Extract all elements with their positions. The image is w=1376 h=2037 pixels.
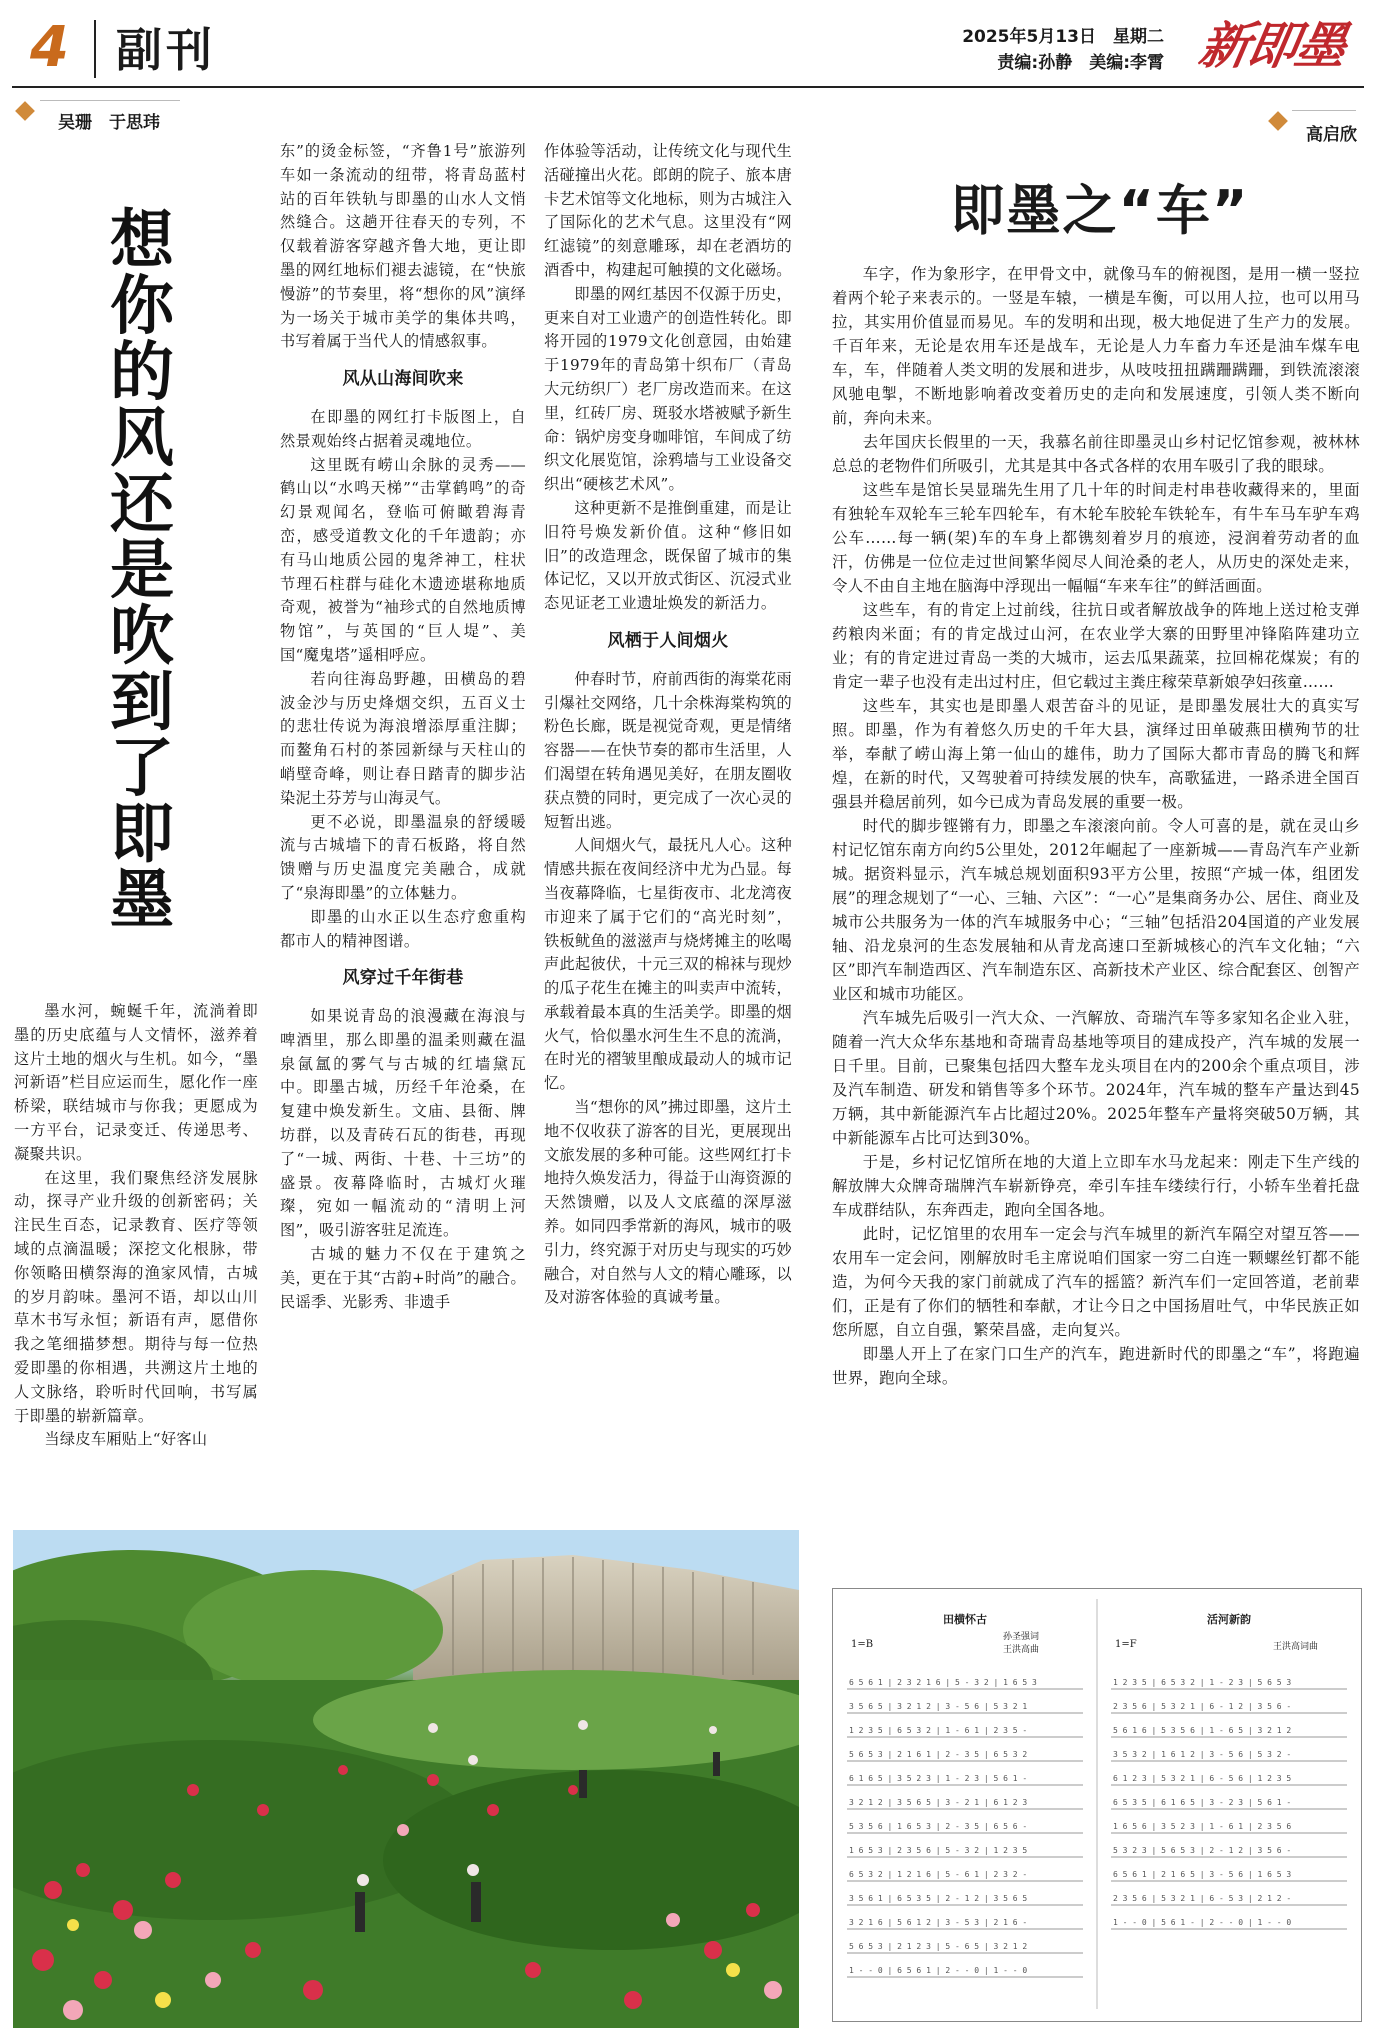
article-paragraph: 即墨的网红基因不仅源于历史，更来自对工业遗产的创造性转化。即将开园的1979文化创意园，由始建于1979年的青岛第十织布厂（青岛大元纺织厂）老厂房改造而来。在这里，红砖厂房、斑驳水塔被赋予新生命：锅炉房变身咖啡馆，车间成了纺织文化展览馆，涂鸦墙与工业设备交织出“硬核艺术风”。 [544,284,792,494]
svg-text:6 5 6 1 | 2 3 2 1 6 | 5 - 3 2: 6 5 6 1 | 2 3 2 1 6 | 5 - 3 2 | 1 6 5 3 [849,1678,1037,1687]
article-paragraph: 汽车城先后吸引一汽大众、一汽解放、奇瑞汽车等多家知名企业入驻，随着一汽大众华东基地和奇瑞青岛基地等项目的建成投产，汽车城的发展一日千里。目前，已聚集包括四大整车龙头项目在内的200余个重点项目，涉及汽车制造、研发和销售等多个环节。2024年，汽车城的整车产量达到45万辆，其中新能源汽车占比超过20%。2025年整车产量将突破50万辆，其中新能源车占比可达到30%。 [832,1009,1360,1147]
section-subheading: 风栖于人间烟火 [607,630,729,651]
article-paragraph: 当“想你的风”拂过即墨，这片土地不仅收获了游客的目光，更展现出文旅发展的多种可能。这些网红打卡地持久焕发活力，得益于山海资源的天然馈赠，以及人文底蕴的深厚滋养。如同四季常新的海风，城市的吸引力，终究源于对历史与现实的巧妙融合，对自然与人文的精心雕琢，以及对游客体验的真诚考量。 [544,1098,792,1307]
article-paragraph: 仲春时节，府前西街的海棠花雨引爆社交网络，几十余株海棠构筑的粉色长廊，既是视觉奇观，更是情绪容器——在快节奏的都市生活里，人们渴望在转角遇见美好，在朋友圈收获点赞的同时，更完成了一次心灵的短暂出逃。 [544,669,792,831]
svg-text:2 3 5 6 | 5 3 2 1 | 6 - 5 3 |: 2 3 5 6 | 5 3 2 1 | 6 - 5 3 | 2 1 2 - [1113,1894,1292,1903]
svg-text:3 2 1 6 | 5 6 1 2 | 3 - 5 3 |: 3 2 1 6 | 5 6 1 2 | 3 - 5 3 | 2 1 6 - [849,1918,1028,1927]
header-info [962,24,1164,76]
left-article-column-3 [544,140,792,1310]
section-subheading: 风穿过千年街巷 [342,968,464,989]
svg-text:1 2 3 5 | 6 5 3 2 | 1 - 2 3 |: 1 2 3 5 | 6 5 3 2 | 1 - 2 3 | 5 6 5 3 [1113,1678,1292,1687]
article-paragraph: 车字，作为象形字，在甲骨文中，就像马车的俯视图，是用一横一竖拉着两个轮子来表示的。一竖是车辕，一横是车衡，可以用人拉，也可以用马拉，其实用价值显而易见。车的发明和出现，极大地促进了生产力的发展。千百年来，无论是农用车还是战车，无论是人力车畜力车还是油车煤车电车，车，伴随着人类文明的发展和进步，从吱吱扭扭蹒跚蹒跚，到铁流滚滚风驰电掣，不断地影响着改变着历史的走向和发展速度，引领人类不断向前，奔向未来。 [832,265,1360,427]
article-paragraph: 当绿皮车厢贴上“好客山 [44,1430,208,1449]
article-paragraph: 在即墨的网红打卡版图上，自然景观始终占据着灵魂地位。 [280,407,526,450]
svg-text:1 2 3 5 | 6 5 3 2 | 1 - 6 1 |: 1 2 3 5 | 6 5 3 2 | 1 - 6 1 | 2 3 5 - [849,1726,1028,1735]
svg-text:5 6 5 3 | 2 1 2 3 | 5 - 6 5 |: 5 6 5 3 | 2 1 2 3 | 5 - 6 5 | 3 2 1 2 [849,1942,1028,1951]
svg-text:6 1 6 5 | 3 5 2 3 | 1 - 2 3 |: 6 1 6 5 | 3 5 2 3 | 1 - 2 3 | 5 6 1 - [849,1774,1028,1783]
article-paragraph: 作体验等活动，让传统文化与现代生活碰撞出火花。郎朗的院子、旅本唐卡艺术馆等文化地标，则为古城注入了国际化的艺术气息。这里没有“网红滤镜”的刻意雕琢，却在老酒坊的酒香中，构建起可触摸的文化磁场。 [544,142,792,279]
left-article-title: 想你的风还是吹到了即墨 [110,204,174,938]
article-paragraph: 时代的脚步铿锵有力，即墨之车滚滚向前。令人可喜的是，就在灵山乡村记忆馆东南方向约5公里处，2012年崛起了一座新城——青岛汽车产业新城。据资料显示，汽车城总规划面积93平方公里，按照“产城一体，组团发展”的理念规划了“一心、三轴、六区”：“一心”是集商务办公、居住、商业及城市公共服务为一体的汽车城服务中心；“三轴”包括沿204国道的产业发展轴、沿龙泉河的生态发展轴和从青龙高速口至新城核心的汽车文化轴；“六区”即汽车制造西区、汽车制造东区、高新技术产业区、综合配套区、创智产业区和城市功能区。 [832,817,1360,1003]
right-article-body [832,262,1360,1390]
left-article-authors: 吴珊 于思玮 [58,113,160,133]
issue-date: 2025年5月13日 星期二 [962,27,1164,47]
score-right-key: 1=F [1115,1639,1137,1650]
svg-text:1 - - 0 | 6 5 6 1 | 2 - - 0 |: 1 - - 0 | 6 5 6 1 | 2 - - 0 | 1 - - 0 [849,1966,1028,1975]
article-paragraph: 这些车，其实也是即墨人艰苦奋斗的见证，是即墨发展壮大的真实写照。即墨，作为有着悠久历史的千年大县，演绎过田单破燕田横殉节的壮举，奉献了崂山海上第一仙山的雄伟，助力了国际大都市青岛的腾飞和辉煌，在新的时代，又驾驶着可持续发展的快车，高歌猛进，一路杀进全国百强县并稳居前列，如今已成为青岛发展的重要一极。 [832,697,1360,811]
svg-text:1 6 5 3 | 2 3 5 6 | 5 - 3 2 |: 1 6 5 3 | 2 3 5 6 | 5 - 3 2 | 1 2 3 5 [849,1846,1028,1855]
article-paragraph: 这些车，有的肯定上过前线，往抗日或者解放战争的阵地上送过枪支弹药粮肉米面；有的肯定战过山河，在农业学大寨的田野里冲锋陷阵建功立业；有的肯定进过青岛一类的大城市，运去瓜果蔬菜，拉回棉花煤炭；有的肯定一辈子也没有走出过村庄，但它载过主粪庄稼荣草新娘孕妇孩童…… [832,601,1360,691]
left-article-column-1 [14,1000,258,1452]
score-left-title: 田横怀古 [943,1613,987,1626]
svg-text:6 5 3 2 | 1 2 1 6 | 5 - 6 1 |: 6 5 3 2 | 1 2 1 6 | 5 - 6 1 | 2 3 2 - [849,1870,1028,1879]
article-paragraph: 在这里，我们聚焦经济发展脉动，探寻产业升级的创新密码；关注民生百态，记录教育、医疗等领域的点滴温暖；深挖文化根脉，带你领略田横祭海的渔家风情，古城的岁月韵味。墨河不语，却以山川草木书写永恒；新语有声，愿借你我之笔细描梦想。期待与每一位热爱即墨的你相遇，共溯这片土地的人文脉络，聆听时代回响，书写属于即墨的崭新篇章。 [14,1168,258,1425]
svg-text:5 6 5 3 | 2 1 6 1 | 2 - 3 5 |: 5 6 5 3 | 2 1 6 1 | 2 - 3 5 | 6 5 3 2 [849,1750,1028,1759]
editor-credits: 责编:孙静 美编:李霄 [997,53,1164,73]
article-paragraph: 于是，乡村记忆馆所在地的大道上立即车水马龙起来：刚走下生产线的解放牌大众牌奇瑞牌汽车崭新铮亮，牵引车挂车缕续行行，小轿车坐着托盘车成群结队，东奔西走，跑向全国各地。 [832,1153,1360,1219]
score-left-key: 1=B [851,1639,874,1650]
page-header [12,8,1364,88]
svg-text:1 6 5 6 | 3 5 2 3 | 1 - 6 1 |: 1 6 5 6 | 3 5 2 3 | 1 - 6 1 | 2 3 5 6 [1113,1822,1292,1831]
page-number: 4 [30,15,69,80]
author-rule [40,100,180,101]
music-score-panel [832,1588,1362,2022]
article-paragraph: 更不必说，即墨温泉的舒缓暖流与古城墙下的青石板路，将自然馈赠与历史温度完美融合，成就了“泉海即墨”的立体魅力。 [280,812,526,902]
article-paragraph: 古城的魅力不仅在于建筑之美，更在于其“古韵+时尚”的融合。民谣季、光影秀、非遗手 [280,1245,526,1311]
author-rule [1292,110,1356,111]
svg-text:3 5 3 2 | 1 6 1 2 | 3 - 5 6 |: 3 5 3 2 | 1 6 1 2 | 3 - 5 6 | 5 3 2 - [1113,1750,1292,1759]
svg-text:2 3 5 6 | 5 3 2 1 | 6 - 1 2 |: 2 3 5 6 | 5 3 2 1 | 6 - 1 2 | 3 5 6 - [1113,1702,1292,1711]
svg-text:6 1 2 3 | 5 3 2 1 | 6 - 5 6 |: 6 1 2 3 | 5 3 2 1 | 6 - 5 6 | 1 2 3 5 [1113,1774,1292,1783]
article-paragraph: 东”的烫金标签，“齐鲁1号”旅游列车如一条流动的纽带，将青岛蓝村站的百年铁轨与即墨的山水人文悄然缝合。这趟开往春天的专列，不仅载着游客穿越齐鲁大地，更让即墨的网红地标们褪去滤镜，在“快旅慢游”的节奏里，将“想你的风”演绎为一场关于城市美学的集体共鸣，书写着属于当代人的情感叙事。 [280,142,526,351]
newspaper-logo: 新即墨 [1194,16,1350,75]
article-paragraph: 去年国庆长假里的一天，我慕名前往即墨灵山乡村记忆馆参观，被林林总总的老物件们所吸引，尤其是其中各式各样的农用车吸引了我的眼球。 [832,433,1360,475]
article-paragraph: 这种更新不是推倒重建，而是让旧符号焕发新价值。这种“修旧如旧”的改造理念，既保留了城市的集体记忆，又以开放式街区、沉浸式业态见证老工业遗址焕发的新活力。 [544,498,792,613]
left-article-column-2 [280,140,526,1314]
author-diamond-icon [15,101,35,121]
right-article-author: 高启欣 [1306,125,1357,145]
svg-text:5 3 5 6 | 1 6 5 3 | 2 - 3 5 |: 5 3 5 6 | 1 6 5 3 | 2 - 3 5 | 6 5 6 - [849,1822,1028,1831]
svg-text:3 2 1 2 | 3 5 6 5 | 3 - 2 1 |: 3 2 1 2 | 3 5 6 5 | 3 - 2 1 | 6 1 2 3 [849,1798,1028,1807]
article-paragraph: 即墨的山水正以生态疗愈重构都市人的精神图谱。 [280,907,526,950]
svg-text:3 5 6 1 | 6 5 3 5 | 2 - 1 2 |: 3 5 6 1 | 6 5 3 5 | 2 - 1 2 | 3 5 6 5 [849,1894,1028,1903]
article-paragraph: 墨水河，蜿蜒千年，流淌着即墨的历史底蕴与人文情怀，滋养着这片土地的烟火与生机。如今，“墨河新语”栏目应运而生，愿化作一座桥梁，联结城市与你我；更愿成为一方平台，记录变迁、传递思考、凝聚共识。 [14,1002,258,1163]
svg-text:6 5 6 1 | 2 1 6 5 | 3 - 5 6 |: 6 5 6 1 | 2 1 6 5 | 3 - 5 6 | 1 6 5 3 [1113,1870,1292,1879]
svg-text:5 6 1 6 | 5 3 5 6 | 1 - 6 5 |: 5 6 1 6 | 5 3 5 6 | 1 - 6 5 | 3 2 1 2 [1113,1726,1292,1735]
header-divider [94,20,96,78]
author-diamond-icon [1268,111,1288,131]
svg-text:6 5 3 5 | 6 1 6 5 | 3 - 2 3 |: 6 5 3 5 | 6 1 6 5 | 3 - 2 3 | 5 6 1 - [1113,1798,1292,1807]
article-paragraph: 此时，记忆馆里的农用车一定会与汽车城里的新汽车隔空对望互答——农用车一定会问，刚解放时毛主席说咱们国家一穷二白连一颗螺丝钉都不能造，为何今天我的家门前就成了汽车的摇篮？新汽车们一定回答道，老前辈们，正是有了你们的牺牲和奉献，才让今日之中国扬眉吐气，中华民族正如您所愿，自立自强，繁荣昌盛，走向复兴。 [832,1225,1360,1339]
article-paragraph: 这里既有崂山余脉的灵秀——鹤山以“水鸣天梯”“击掌鹤鸣”的奇幻景观闻名，登临可俯瞰碧海青峦，感受道教文化的千年遗韵；亦有马山地质公园的鬼斧神工，柱状节理石柱群与硅化木遗迹堪称地质奇观，被誉为“袖珍式的自然地质博物馆”，与英国的“巨人堤”、美国“魔鬼塔”遥相呼应。 [280,455,526,664]
rose-garden-photo [13,1530,799,2028]
score-right-credits: 王洪高词曲 [1273,1642,1319,1652]
article-paragraph: 即墨人开上了在家门口生产的汽车，跑进新时代的即墨之“车”，将跑遍世界，跑向全球。 [832,1345,1360,1387]
right-article-title: 即墨之“车” [950,179,1250,242]
section-subheading: 风从山海间吹来 [342,369,464,390]
score-right-title: 活河新韵 [1207,1613,1251,1626]
svg-text:3 5 6 5 | 3 2 1 2 | 3 - 5 6 |: 3 5 6 5 | 3 2 1 2 | 3 - 5 6 | 5 3 2 1 [849,1702,1028,1711]
section-title: 副刊 [116,23,216,77]
article-paragraph: 这些车是馆长吴显瑞先生用了几十年的时间走村串巷收藏得来的，里面有独轮车双轮车三轮车四轮车，有木轮车胶轮车铁轮车，有牛车马车驴车鸡公车……每一辆(架)车的车身上都镌刻着岁月的痕迹，浸润着劳动者的血汗，仿佛是一位位走过世间繁华阅尽人间沧桑的老人，从历史的深处走来，令人不由自主地在脑海中浮现出一幅幅“车来车往”的鲜活画面。 [832,481,1360,595]
article-paragraph: 人间烟火气，最抚凡人心。这种情感共振在夜间经济中尤为凸显。每当夜幕降临，七星街夜市、北龙湾夜市迎来了属于它们的“高光时刻”，铁板鱿鱼的滋滋声与烧烤摊主的吆喝声此起彼伏，十元三双的棉袜与现炒的瓜子花生在摊主的叫卖声中流转，承载着最本真的生活美学。即墨的烟火气，恰似墨水河生生不息的流淌，在时光的褶皱里酿成最动人的城市记忆。 [544,836,792,1093]
article-paragraph: 若向往海岛野趣，田横岛的碧波金沙与历史烽烟交织，五百义士的悲壮传说为海浪增添厚重注脚；而鳌角石村的茶园新绿与天柱山的峭壁奇峰，则让春日踏青的脚步沾染泥土芬芳与山海灵气。 [280,669,526,807]
article-paragraph: 如果说青岛的浪漫藏在海浪与啤酒里，那么即墨的温柔则藏在温泉氤氲的雾气与古城的红墙黛瓦中。即墨古城，历经千年沧桑，在复建中焕发新生。文庙、县衙、牌坊群，以及青砖石瓦的街巷，再现了“一城、两街、十巷、十三坊”的盛景。夜幕降临时，古城灯火璀璨，宛如一幅流动的“清明上河图”，吸引游客驻足流连。 [280,1007,526,1240]
score-left-credits: 孙圣强词 王洪高曲 [1003,1632,1040,1655]
svg-text:1 - - 0 | 5 6 1 - | 2 - - 0 |: 1 - - 0 | 5 6 1 - | 2 - - 0 | 1 - - 0 [1113,1918,1292,1927]
svg-text:5 3 2 3 | 5 6 5 3 | 2 - 1 2 |: 5 3 2 3 | 5 6 5 3 | 2 - 1 2 | 3 5 6 - [1113,1846,1292,1855]
